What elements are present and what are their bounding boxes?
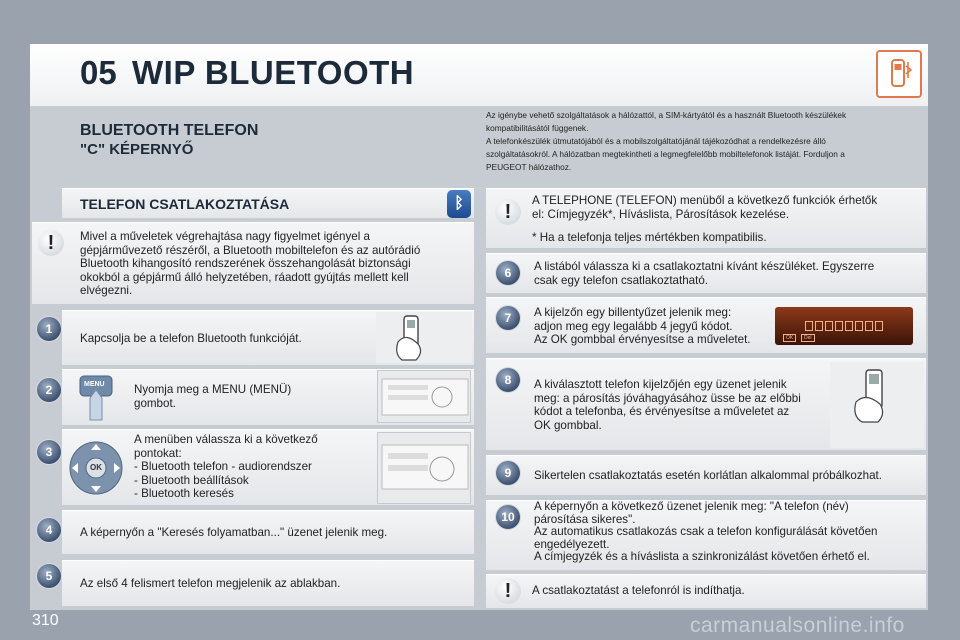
page-number: 310 bbox=[32, 612, 59, 629]
radio-panel-image-2 bbox=[377, 432, 471, 504]
phone-bluetooth-icon bbox=[876, 50, 922, 98]
ok-dial-icon: OK bbox=[66, 434, 126, 500]
phone-initiation-text: A csatlakoztatást a telefonról is indíthatja. bbox=[532, 584, 745, 597]
step-number-7: 7 bbox=[496, 306, 520, 330]
step-4-text: A képernyőn a "Keresés folyamatban..." üzenet jelenik meg. bbox=[80, 526, 388, 539]
step-6-text: A listából válassza ki a csatlakoztatni kívánt készüléket. Egyszerre csak egy telefon csatlakoztatható. bbox=[534, 260, 875, 287]
radio-panel-image bbox=[377, 370, 471, 423]
menu-button-icon: MENU bbox=[76, 372, 116, 424]
step-10-text: A képernyőn a következő üzenet jelenik meg: "A telefon (név) párosítása sikeres". Az automatikus csatlakozás csak a telefon konfigurálását követően engedélyezett. A címjegyzék és a híváslista a szinkronizálást követően érhető el. bbox=[534, 500, 878, 564]
step-number-4: 4 bbox=[37, 518, 61, 542]
step-number-8: 8 bbox=[496, 368, 520, 392]
watermark: carmanualsonline.info bbox=[690, 614, 905, 637]
step-2-text: Nyomja meg a MENU (MENÜ) gombot. bbox=[134, 383, 292, 410]
section-subtitle: "C" KÉPERNYŐ bbox=[80, 141, 194, 158]
section-title: BLUETOOTH TELEFON bbox=[80, 122, 259, 139]
step-number-3: 3 bbox=[37, 440, 61, 464]
bluetooth-icon: ᛒ bbox=[447, 190, 471, 218]
phone-hand-image bbox=[376, 312, 472, 363]
step-9-text: Sikertelen csatlakoztatás esetén korlátlan alkalommal próbálkozhat. bbox=[534, 469, 882, 482]
subsection-title: TELEFON CSATLAKOZTATÁSA bbox=[80, 196, 290, 212]
step-number-2: 2 bbox=[37, 378, 61, 402]
step-8-text: A kiválasztott telefon kijelzőjén egy üzenet jelenik meg: a párosítás jóváhagyásához üsse be az előbbi kódot a telefonba, és érvényesítse a műveletet az OK gombbal. bbox=[534, 378, 801, 432]
phone-hand-image-2 bbox=[830, 362, 924, 448]
step-number-6: 6 bbox=[496, 261, 520, 285]
step-1-text: Kapcsolja be a telefon Bluetooth funkcióját. bbox=[80, 332, 302, 345]
chapter-number: 05 bbox=[80, 54, 117, 91]
step-3-text: A menüben válassza ki a következő pontokat: - Bluetooth telefon - audiorendszer - Bluetooth beállítások - Bluetooth keresés bbox=[134, 433, 318, 500]
compatibility-note: Az igénybe vehető szolgáltatások a hálózattól, a SIM-kártyától és a használt Bluetooth készülékek kompatibilitásától függenek. A telefonkészülék útmutatójából és a mobilszolgáltatójánál tájékozódhat a rendelkezésre álló szolgáltatásokról. A hálózatban megtekintheti a legmegfelelőbb mobiltelefonok listáját. Forduljon a PEUGEOT hálózathoz. bbox=[486, 110, 847, 172]
warning-icon-bottom: ! bbox=[495, 578, 521, 604]
step-5-text: Az első 4 felismert telefon megjelenik az ablakban. bbox=[80, 577, 341, 590]
step-number-10: 10 bbox=[496, 505, 520, 529]
screen-ok-button: OK bbox=[783, 334, 796, 342]
telephone-menu-text: A TELEPHONE (TELEFON) menüből a következő funkciók érhetők el: Címjegyzék*, Híváslista, Párosítások kezelése. bbox=[532, 194, 878, 221]
warning-icon-right: ! bbox=[495, 199, 521, 225]
keypad-screen-image bbox=[775, 307, 913, 345]
compatibility-footnote: * Ha a telefonja teljes mértékben kompatibilis. bbox=[532, 231, 767, 244]
step-7-text: A kijelzőn egy billentyűzet jelenik meg: adjon meg egy legalább 4 jegyű kódot. Az OK gombbal érvényesítse a műveletet. bbox=[534, 306, 751, 346]
warning-icon: ! bbox=[38, 230, 64, 256]
step-number-9: 9 bbox=[496, 461, 520, 485]
step-number-5: 5 bbox=[37, 564, 61, 588]
step-number-1: 1 bbox=[37, 317, 61, 341]
chapter-title: WIP BLUETOOTH bbox=[132, 54, 415, 91]
screen-del-button: Del bbox=[801, 334, 815, 342]
warning-text: Mivel a műveletek végrehajtása nagy figyelmet igényel a gépjárművezető részéről, a Bluetooth mobiltelefon és az autórádió Bluetooth kihangosító rendszerének összehangolását biztonsági okokból a gépjármű álló helyzetében, ráadott gyújtás mellett kell elvégezni. bbox=[80, 230, 421, 297]
